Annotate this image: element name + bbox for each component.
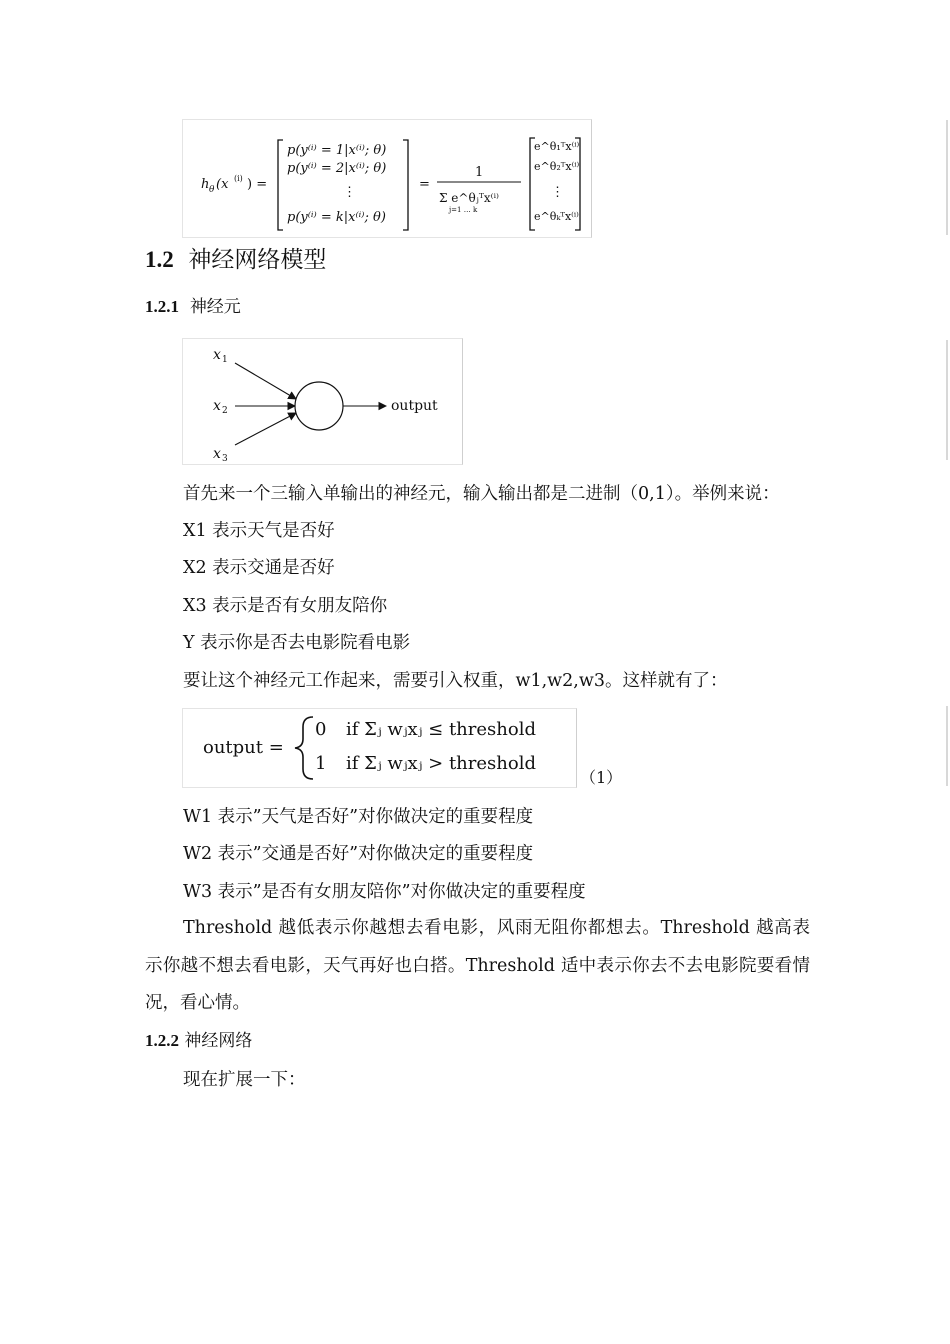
output-lhs: output = xyxy=(203,737,284,758)
subsection-title: 神经网络 xyxy=(184,1031,253,1051)
case-2-condition: if Σⱼ wⱼxⱼ > threshold xyxy=(346,753,536,774)
lhs-close: ) = xyxy=(247,177,268,192)
subsection-title: 神经元 xyxy=(189,297,241,317)
expand-line: 现在扩展一下： xyxy=(183,1070,306,1090)
intro-line: 首先来一个三输入单输出的神经元，输入输出都是二进制（0,1）。举例来说： xyxy=(183,484,780,504)
softmax-formula-figure xyxy=(182,119,592,238)
input-x2-subscript: 2 xyxy=(222,406,228,416)
left-bracket-open xyxy=(278,140,283,230)
page-edge-rule xyxy=(946,706,948,786)
def-x3: X3 表示是否有女朋友陪你 xyxy=(183,596,388,616)
vector-row-dots: ⋮ xyxy=(551,185,564,200)
output-label: output xyxy=(391,398,438,414)
prob-row-2: p(y⁽ⁱ⁾ = 2|x⁽ⁱ⁾; θ) xyxy=(287,161,387,176)
page-edge-rule xyxy=(946,340,948,460)
subsection-heading-network xyxy=(145,1029,252,1053)
left-bracket-close xyxy=(403,140,408,230)
def-y: Y 表示你是否去电影院看电影 xyxy=(183,633,411,653)
output-formula-figure xyxy=(182,708,577,788)
fraction-sum-limits: j=1 … k xyxy=(449,206,478,214)
prob-row-dots: ⋮ xyxy=(343,185,356,200)
input-x1-subscript: 1 xyxy=(222,355,228,365)
middle-equals: = xyxy=(419,177,430,192)
lhs-h-subscript: θ xyxy=(209,185,215,195)
vector-row-k: e^θₖᵀx⁽ⁱ⁾ xyxy=(534,210,579,223)
lhs-argument-superscript: (i) xyxy=(234,174,243,183)
neuron-figure xyxy=(182,338,463,465)
cases-brace xyxy=(295,717,313,779)
section-number: 1.2 xyxy=(145,247,174,272)
input-arrow-1 xyxy=(235,363,296,399)
neuron-circle xyxy=(295,382,343,430)
section-title: 神经网络模型 xyxy=(188,247,327,273)
weights-line: 要让这个神经元工作起来，需要引入权重，w1,w2,w3。这样就有了： xyxy=(183,671,728,691)
input-x2-label: x xyxy=(213,398,221,414)
equation-number: （1） xyxy=(580,768,623,787)
fraction-numerator: 1 xyxy=(475,165,484,180)
def-x2: X2 表示交通是否好 xyxy=(183,558,335,578)
subsection-heading-neuron xyxy=(145,295,241,319)
case-2-value: 1 xyxy=(315,753,327,774)
fraction-denominator: Σ e^θⱼᵀx⁽ⁱ⁾ xyxy=(439,191,499,205)
input-arrow-3 xyxy=(235,413,296,445)
case-1-condition: if Σⱼ wⱼxⱼ ≤ threshold xyxy=(346,719,536,740)
threshold-paragraph: Threshold 越低表示你越想去看电影，风雨无阻你都想去。Threshold 越高表示你越不想去看电影，天气再好也白搭。Threshold 适中表示你去不去电影院要看情况，看心情。 xyxy=(145,918,810,1013)
page-edge-rule xyxy=(946,120,948,235)
lhs-h: h xyxy=(201,177,210,192)
weight-def-w2: W2 表示”交通是否好”对你做决定的重要程度 xyxy=(183,844,534,864)
vector-row-2: e^θ₂ᵀx⁽ⁱ⁾ xyxy=(534,160,580,173)
def-x1: X1 表示天气是否好 xyxy=(183,521,335,541)
input-x3-subscript: 3 xyxy=(222,454,228,464)
input-x1-label: x xyxy=(213,347,221,363)
input-x3-label: x xyxy=(213,446,221,462)
case-1-value: 0 xyxy=(315,719,327,740)
vector-row-1: e^θ₁ᵀx⁽ⁱ⁾ xyxy=(534,140,580,153)
subsection-number: 1.2.1 xyxy=(145,297,179,316)
prob-row-k: p(y⁽ⁱ⁾ = k|x⁽ⁱ⁾; θ) xyxy=(287,210,386,225)
weight-def-w1: W1 表示”天气是否好”对你做决定的重要程度 xyxy=(183,807,534,827)
weight-def-w3: W3 表示”是否有女朋友陪你”对你做决定的重要程度 xyxy=(183,882,586,902)
lhs-argument: (x xyxy=(216,177,229,192)
section-heading xyxy=(145,244,326,276)
prob-row-1: p(y⁽ⁱ⁾ = 1|x⁽ⁱ⁾; θ) xyxy=(287,143,387,158)
subsection-number: 1.2.2 xyxy=(145,1031,179,1050)
